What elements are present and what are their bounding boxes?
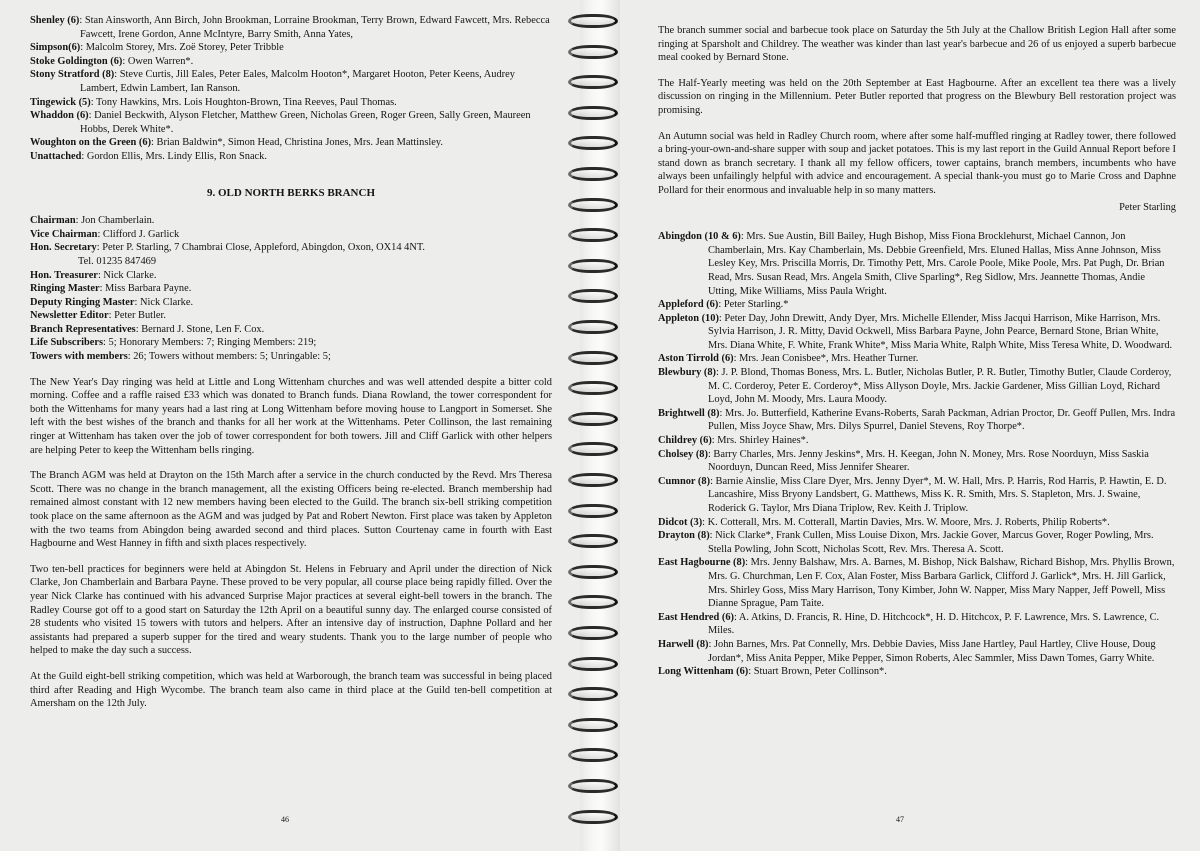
- tower-name: East Hagbourne (8): [658, 557, 746, 569]
- officer-value: : 5; Honorary Members: 7; Ringing Members: 219;: [103, 337, 317, 349]
- member-names: : Mrs. Jo. Butterfield, Katherine Evans-Roberts, Sarah Packman, Adrian Proctor, Dr. Geoff Pullen, Mrs. Indra Pullen, Miss Joyce Shaw, Mrs. Dilys Spurrel, Daniel Stevens, Roy Thorpe*.: [708, 407, 1176, 433]
- tower-name: Didcot (3): [658, 516, 703, 528]
- binding-ring: [568, 534, 618, 548]
- member-names: : John Barnes, Mrs. Pat Connelly, Mrs. Debbie Davies, Miss Jane Hartley, Paul Hartley, Clive House, Doug Jordan*, Miss Anita Pepper, Mike Pepper, Simon Roberts, Alec Sammler, Miss Dawn Tomes, Garry White.: [708, 638, 1156, 664]
- branch-report: [30, 376, 552, 711]
- officer-line: [30, 269, 552, 283]
- officer-line: [30, 282, 552, 296]
- tower-name: Unattached: [30, 150, 82, 162]
- page-number-left: 46: [281, 815, 289, 824]
- member-entry: [658, 611, 1176, 638]
- binding-ring: [568, 810, 618, 824]
- branch-report-continued: [658, 24, 1176, 198]
- binding-ring: [568, 45, 618, 59]
- member-entry: [30, 68, 552, 95]
- tower-name: East Hendred (6): [658, 611, 735, 623]
- member-names: : Mrs. Jenny Balshaw, Mrs. A. Barnes, M. Bishop, Nick Balshaw, Richard Bishop, Mrs. Phyllis Brown, Mrs. G. Churchman, Len F. Cox, Alan Foster, Miss Barbara Garlick, Clifford J. Garlick*, Mrs. H. Jill Garlick, Mrs. Shirley Goss, Miss Mary Harrison, Tony Kimber, John W. Napper, Miss Mary Napper, Jeff Powell, Miss Dianne Sprague, Pam Taite.: [708, 557, 1175, 610]
- tower-name: Woughton on the Green (6): [30, 137, 152, 149]
- officer-label: Newsletter Editor: [30, 310, 109, 322]
- binding-ring: [568, 657, 618, 671]
- member-entry: [658, 665, 1176, 679]
- tower-name: Stoke Goldington (6): [30, 55, 123, 67]
- tower-name: Brightwell (8): [658, 407, 720, 419]
- binding-ring: [568, 626, 618, 640]
- tower-name: Harwell (8): [658, 638, 709, 650]
- officer-value: Tel. 01235 847469: [78, 255, 157, 267]
- officer-value: : 26; Towers without members: 5; Unringable: 5;: [127, 351, 331, 363]
- left-page-content: [30, 14, 552, 711]
- member-entry: [658, 407, 1176, 434]
- report-paragraph: The New Year's Day ringing was held at Little and Long Wittenham churches and was well attended despite a bitter cold morning. Coffee and a raffle raised £33 which was donated to Branch funds. Diana Rowland, the tower correspondent for both the Wittenhams for many years had a last ring at Long Wittenham before moving house to Langport in Somerset. She left with the best wishes of the branch and thanks for all her work at the Wittenhams. Peter Collinson, the last remaining ringer at Wittenham has taken over the job of tower correspondent for both towers. Jill and Cliff Garlick with other helpers are helping Peter to keep the Wittenham bells ringing.: [30, 376, 552, 456]
- member-names: : Mrs. Sue Austin, Bill Bailey, Hugh Bishop, Miss Fiona Brocklehurst, Michael Cannon, Jon Chamberlain, Mrs. Kay Chamberlain, Ms. Debbie Greenfield, Mrs. Eluned Hallas, Miss Anne Johnson, Miss Lesley Key, Mrs. Priscilla Morris, Dr. Timothy Pett, Mrs. Carole Poole, Mike Poole, Mrs. Pat Pugh, Dr. Brian Read, Mrs. Susan Read, Mrs. Angela Smith, Clive Sparling*, Reg Sidlow, Mrs. Jeannette Thomas, Andie Utting, Mike Williams, Miss Paula Wright.: [708, 231, 1165, 297]
- officer-label: Towers with members: [30, 351, 128, 363]
- tower-name: Whaddon (6): [30, 110, 89, 122]
- binding-ring: [568, 167, 618, 181]
- binding-ring: [568, 320, 618, 334]
- member-names: : J. P. Blond, Thomas Boness, Mrs. L. Butler, Nicholas Butler, P. R. Butler, Timothy Butler, Claude Corderoy, M. C. Corderoy, Peter E. Corderoy*, Miss Allyson Doyle, Mrs. Jackie Gardener, Miss Gillian Loyd, Richard Loyd, John M. Moody, Mrs. Laura Moody.: [708, 367, 1172, 406]
- member-list-top: [30, 14, 552, 164]
- officer-line: [30, 323, 552, 337]
- binding-ring: [568, 779, 618, 793]
- member-entry: [30, 14, 552, 41]
- binding-ring: [568, 198, 618, 212]
- tower-name: Appleton (10): [658, 312, 719, 324]
- member-entry: [658, 556, 1176, 610]
- binding-ring: [568, 718, 618, 732]
- officer-line: [30, 255, 552, 269]
- right-page: [608, 0, 1200, 851]
- member-names: : Peter Day, John Drewitt, Andy Dyer, Mrs. Michelle Ellender, Miss Jacqui Harrison, Mike Harrison, Mrs. Sylvia Harrison, J. R. Mitty, David Ockwell, Miss Barbara Payne, John Pearce, Bernard Stone, Brian White, Mrs. Diana White, F. White, Frank White*, Miss Maria White, Ralph White, Miss Teresa White, D. Woodward.: [708, 312, 1173, 351]
- binding-ring: [568, 565, 618, 579]
- officer-label: Hon. Secretary: [30, 242, 97, 254]
- member-entry: [30, 109, 552, 136]
- member-names: : Brian Baldwin*, Simon Head, Christina Jones, Mrs. Jean Mattinsley.: [151, 137, 444, 149]
- officer-label: Deputy Ringing Master: [30, 296, 135, 308]
- tower-name: Cumnor (8): [658, 475, 711, 487]
- member-names: : Tony Hawkins, Mrs. Lois Houghton-Brown, Tina Reeves, Paul Thomas.: [90, 96, 397, 108]
- tower-name: Long Wittenham (6): [658, 666, 749, 678]
- member-list: [658, 230, 1176, 679]
- binding-ring: [568, 259, 618, 273]
- page-number-right: 47: [896, 815, 904, 824]
- report-paragraph: The Branch AGM was held at Drayton on the 15th March after a service in the church conducted by the Revd. Mrs Theresa Scott. There was no change in the branch management, all the existing Officers being re-elected. Branch membership had remained almost constant with 12 new members having been elected to the Guild. The branch six-bell striking competition took place on the same afternoon as the AGM and was judged by Pat and Robert Newton. First place was taken by Appleton with the two teams from Abingdon being awarded second and third places. Sutton Courtenay came in fourth with East Hagbourne and West Hanney in fifth and sixth places respectively.: [30, 470, 552, 550]
- officer-line: [30, 214, 552, 228]
- report-paragraph: At the Guild eight-bell striking competition, which was held at Warborough, the branch team was successful in being placed third after Reading and High Wycombe. The branch team also came in third place at the Guild ten-bell competition at Amersham on the 12th July.: [30, 670, 552, 710]
- tower-name: Appleford (6): [658, 299, 719, 311]
- tower-name: Tingewick (5): [30, 96, 91, 108]
- officer-line: [30, 241, 552, 255]
- member-entry: [658, 516, 1176, 530]
- officer-value: : Nick Clarke.: [134, 296, 194, 308]
- officer-value: : Jon Chamberlain.: [75, 215, 155, 227]
- member-entry: [30, 96, 552, 110]
- member-names: : Barry Charles, Mrs. Jenny Jeskins*, Mrs. H. Keegan, John N. Money, Mrs. Rose Noorduyn, Miss Saskia Noorduyn, Duncan Reed, Miss Jennifer Shearer.: [707, 448, 1149, 474]
- member-names: : Stan Ainsworth, Ann Birch, John Brookman, Lorraine Brookman, Terry Brown, Edward Fawcett, Mrs. Rebecca Fawcett, Irene Gordon, Anne McIntyre, Barry Smith, Anna Yates,: [79, 15, 550, 40]
- officer-label: Ringing Master: [30, 283, 100, 295]
- officer-line: [30, 228, 552, 242]
- binding-ring: [568, 504, 618, 518]
- member-entry: [658, 230, 1176, 298]
- officer-line: [30, 296, 552, 310]
- member-names: : A. Atkins, D. Francis, R. Hine, D. Hitchcock*, H. D. Hitchcox, P. F. Lawrence, Mrs. S. Lawrence, C. Miles.: [708, 611, 1160, 637]
- tower-name: Blewbury (8): [658, 367, 717, 379]
- member-names: : Steve Curtis, Jill Eales, Peter Eales, Malcolm Hooton*, Margaret Hooton, Peter Keens, Audrey Lambert, Edwin Lambert, Ian Ranson.: [80, 69, 515, 94]
- binding-ring: [568, 75, 618, 89]
- member-names: : Nick Clarke*, Frank Cullen, Miss Louise Dixon, Mrs. Jackie Gover, Marcus Gover, Roger Powling, Mrs. Stella Powling, John Scott, Nicholas Scott, Rev. Mrs. Theresa A. Scott.: [708, 530, 1154, 555]
- member-entry: [658, 312, 1176, 353]
- tower-name: Drayton (8): [658, 530, 710, 542]
- officer-value: : Peter Butler.: [108, 310, 167, 322]
- tower-name: Aston Tirrold (6): [658, 353, 734, 365]
- officer-value: : Nick Clarke.: [97, 269, 157, 281]
- report-paragraph: The Half-Yearly meeting was held on the 20th September at East Hagbourne. After an excellent tea there was a lively discussion on ringing in the Millennium. Peter Butler reported that progress on the Blewbury Bell restoration project was promising.: [658, 77, 1176, 116]
- officer-value: : Clifford J. Garlick: [97, 228, 180, 240]
- binding-ring: [568, 687, 618, 701]
- member-entry: [658, 475, 1176, 516]
- member-entry: [658, 366, 1176, 407]
- right-page-content: [658, 24, 1176, 679]
- signature: Peter Starling: [1119, 201, 1176, 213]
- member-names: : Gordon Ellis, Mrs. Lindy Ellis, Ron Snack.: [81, 150, 267, 162]
- report-paragraph: The branch summer social and barbecue took place on Saturday the 5th July at the Challow British Legion Hall after some ringing at Sparsholt and Childrey. The weather was kinder than last year's barbecue and 26 of us enjoyed a superb barbecue meal cooked by Bernard Stone.: [658, 25, 1176, 64]
- member-entry: [658, 298, 1176, 312]
- officer-line: [30, 336, 552, 350]
- member-entry: [658, 352, 1176, 366]
- officer-label: Chairman: [30, 215, 76, 227]
- binding-ring: [568, 14, 618, 28]
- tower-name: Childrey (6): [658, 435, 712, 447]
- member-entry: [30, 150, 552, 164]
- tower-name: Stony Stratford (8): [30, 69, 115, 81]
- member-entry: [30, 55, 552, 69]
- officer-value: : Peter P. Starling, 7 Chambrai Close, Appleford, Abingdon, Oxon, OX14 4NT.: [96, 242, 426, 254]
- officer-value: : Miss Barbara Payne.: [99, 283, 192, 295]
- tower-name: Cholsey (8): [658, 448, 708, 460]
- binding-ring: [568, 412, 618, 426]
- tower-name: Simpson(6): [30, 42, 81, 54]
- member-entry: [658, 638, 1176, 665]
- member-names: : Peter Starling.*: [718, 299, 789, 311]
- left-page: [0, 0, 588, 851]
- binding-ring: [568, 381, 618, 395]
- tower-name: Abingdon (10 & 6): [658, 231, 741, 243]
- member-names: : Stuart Brown, Peter Collinson*.: [748, 666, 887, 678]
- officer-label: Vice Chairman: [30, 228, 98, 240]
- officer-line: [30, 309, 552, 323]
- binding-ring: [568, 228, 618, 242]
- officer-label: Life Subscribers: [30, 337, 104, 349]
- officer-value: : Bernard J. Stone, Len F. Cox.: [135, 323, 265, 335]
- member-names: : Owen Warren*.: [122, 55, 194, 67]
- binding-ring: [568, 351, 618, 365]
- member-names: : Mrs. Shirley Haines*.: [711, 435, 809, 447]
- member-entry: [658, 529, 1176, 556]
- tower-name: Shenley (6): [30, 15, 80, 26]
- member-entry: [30, 136, 552, 150]
- member-names: : Malcolm Storey, Mrs. Zoë Storey, Peter Tribble: [80, 42, 284, 54]
- member-names: : K. Cotterall, Mrs. M. Cotterall, Martin Davies, Mrs. W. Moore, Mrs. J. Roberts, Philip Roberts*.: [702, 516, 1110, 528]
- member-names: : Barnie Ainslie, Miss Clare Dyer, Mrs. Jenny Dyer*, M. W. Hall, Mrs. P. Harris, Rod Harris, P. Hawtin, E. D. Lancashire, Miss Bryony Landsbert, G. Matthews, Miss K. R. Smith, Mrs. S. Stapleton, Mrs. J. Swaine, Roderick G. Taylor, Mrs Diana Triplow, Rev. Keith J. Triplow.: [708, 475, 1167, 514]
- member-names: : Daniel Beckwith, Alyson Fletcher, Matthew Green, Nicholas Green, Roger Green, Sally Green, Maureen Hobbs, Derek White*.: [80, 110, 531, 135]
- officer-label: Hon. Treasurer: [30, 269, 98, 281]
- member-entry: [30, 41, 552, 55]
- branch-officers: [30, 214, 552, 364]
- member-entry: [658, 434, 1176, 448]
- member-names: : Mrs. Jean Conisbee*, Mrs. Heather Turner.: [733, 353, 919, 365]
- member-entry: [658, 448, 1176, 475]
- binding-ring: [568, 473, 618, 487]
- officer-label: Branch Representatives: [30, 323, 136, 335]
- binding-ring: [568, 106, 618, 120]
- branch-heading: 9. OLD NORTH BERKS BRANCH: [207, 186, 375, 199]
- report-paragraph: An Autumn social was held in Radley Church room, where after some half-muffled ringing at Radley tower, there followed a bring-your-own-and-share supper with soup and jacket potatoes. This is my last report in the Guild Annual Report before I stand down as branch secretary. I thank all my fellow officers, tower captains, branch members, incumbents who have always been unfailingly helpful with advice and encouragement. A special thank-you must go to Marie Cross and Daphne Pollard for their enormous and invaluable help in so many matters.: [658, 130, 1176, 196]
- report-paragraph: Two ten-bell practices for beginners were held at Abingdon St. Helens in February and April under the direction of Nick Clarke, Jon Chamberlain and Barbara Payne. These proved to be very popular, all course place being rapidly filled. Over the year Nick Clarke has continued with his advanced Surprise Major practices at several eight-bell towers in the branch. The Radley Course got off to a good start on Saturday the 12th April on a beautiful sunny day. The enlarged course consisted of 28 students who visited 15 towers with tutors and helpers. After an intensive day of instruction, Daphne Pollard and her assistants had prepared a superb supper for the tired and weary students. Thank you to the large number of people who helped to make the day such a success.: [30, 563, 552, 657]
- officer-line: [30, 350, 552, 364]
